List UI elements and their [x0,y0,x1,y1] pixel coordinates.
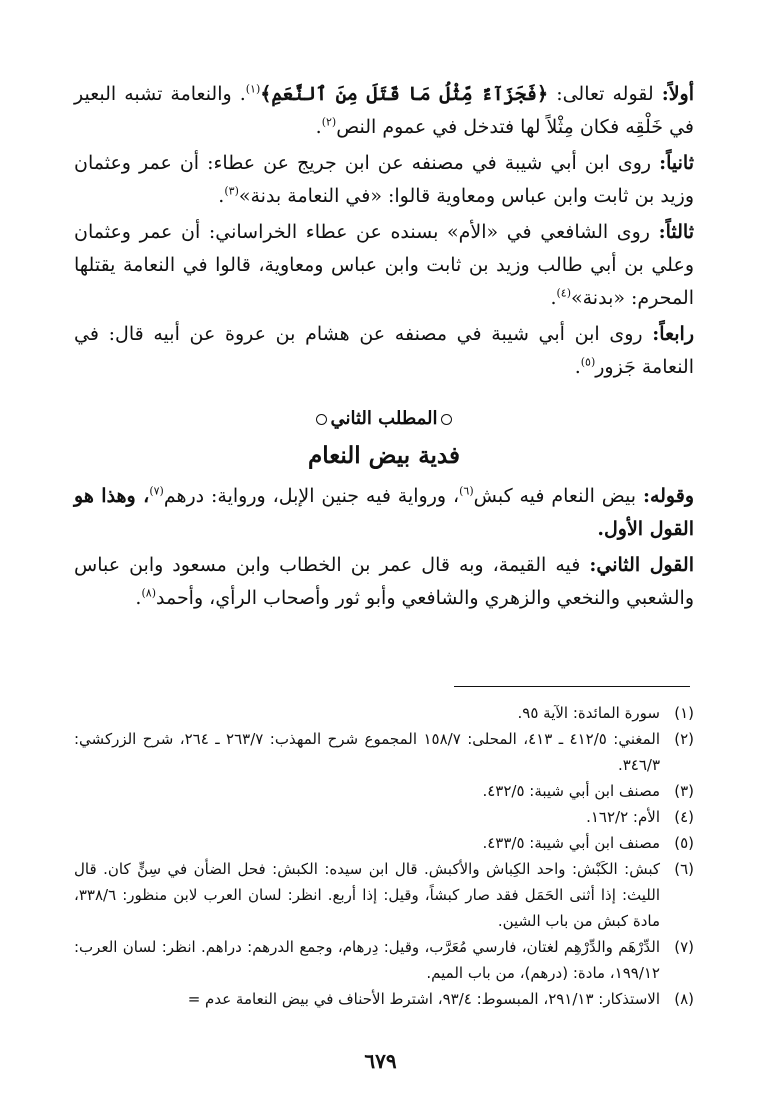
footnote-text: الأم: ١٦٢/٢. [586,808,660,826]
paragraph-text: روى الشافعي في «الأم» بسنده عن عطاء الخراساني: أن عمر وعثمان وعلي بن أبي طالب وزيد بن ثابت وابن عباس ومعاوية، قالوا في النعامة يقتلها المحرم: «بدنة» [74,221,694,309]
paragraph-text: لقوله تعالى: [548,83,662,105]
footnote-divider [454,686,690,687]
footnote-ref: (٦) [459,484,474,498]
paragraph-end: . [574,356,581,378]
main-text [74,78,694,618]
footnote-ref: (١) [245,82,261,96]
paragraph-lead: رابعاً: [652,323,694,345]
paragraph-end: . [550,287,557,309]
paragraph-fourth [74,318,694,384]
section-label [74,402,694,435]
footnote [74,700,694,726]
footnote-text: الدِّرْهَم والدِّرْهِم لغتان، فارسي مُعَرَّب، وقيل: دِرهام، وجمع الدرهم: دراهم. انظر: لسان العرب: ١٩٩/١٢، مادة: (درهم)، من باب الميم. [74,938,660,982]
footnote-number: (٣) [674,782,694,800]
footnote-number: (٢) [674,730,694,748]
paragraph-text: . والنعامة تشبه البعير في خَلْقِه فكان مِثْلاً لها فتدخل في عموم النص [74,83,694,138]
footnote-text: المغني: ٤١٢/٥ ـ ٤١٣، المحلى: ١٥٨/٧ المجموع شرح المهذب: ٢٦٣/٧ ـ ٢٦٤، شرح الزركشي: ٣٤٦/٣. [74,730,660,774]
footnote-number: (٧) [674,938,694,956]
footnotes [74,700,694,1012]
footnote-number: (٦) [674,860,694,878]
section-title: فدية بيض النعام [307,442,460,469]
footnote-ref: (٧) [149,484,164,498]
paragraph-second-opinion [74,549,694,615]
paragraph-text: روى ابن أبي شيبة في مصنفه عن ابن جريج عن عطاء: أن عمر وعثمان وزيد بن ثابت وابن عباس ومعاوية قالوا: «في النعامة بدنة» [74,152,694,207]
paragraph-first [74,78,694,144]
page-number: ٦٧٩ [364,1049,397,1073]
paragraph-end: . [218,185,225,207]
circle-ornament-icon [441,414,452,425]
paragraph-lead: وقوله: [642,485,694,507]
footnote-text: سورة المائدة: الآية ٩٥. [517,704,660,722]
footnote-text: مصنف ابن أبي شيبة: ٤٣٣/٥. [482,834,660,852]
paragraph-text: فيه القيمة، وبه قال عمر بن الخطاب وابن مسعود وابن عباس والشعبي والنخعي والزهري والشافعي وأبو ثور وأصحاب الرأي، وأحمد [74,554,694,609]
paragraph-text: روى ابن أبي شيبة في مصنفه عن هشام بن عروة عن أبيه قال: في النعامة جَزور [74,323,694,378]
paragraph-lead: أولاً: [661,83,695,105]
footnote [74,830,694,856]
footnote [74,726,694,778]
paragraph-first-opinion [74,480,694,546]
footnote [74,856,694,934]
footnote [74,934,694,986]
paragraph-lead: ثانياً: [659,152,694,174]
footnote-ref: (٣) [224,184,239,198]
circle-ornament-icon [316,414,327,425]
footnote-text: مصنف ابن أبي شيبة: ٤٣٢/٥. [482,782,660,800]
footnote-number: (٨) [674,990,694,1008]
footnote-ref: (٥) [580,355,596,369]
footnote-text: كبش: الكَبْش: واحد الكِباش والأكبش. قال ابن سيده: الكبش: فحل الضأن في سِنٍّ كان. قال الليث: إذا أثنى الحَمَل فقد صار كبشاً، وقيل: إذا أربع. انظر: لسان العرب لابن منظور: ٣٣٨/٦، مادة كبش من باب الشين. [74,860,660,930]
footnote-number: (٥) [674,834,694,852]
footnote-number: (٤) [674,808,694,826]
paragraph-text: ، ورواية فيه جنين الإبل، ورواية: درهم [163,485,460,507]
paragraph-end: . [135,587,142,609]
paragraph-lead: ثالثاً: [658,221,694,243]
paragraph-third [74,216,694,315]
paragraph-end: . [315,116,322,138]
footnote [74,778,694,804]
footnote-ref: (٨) [141,586,156,600]
paragraph-bold-end: ، وهذا هو القول الأول. [74,485,694,540]
footnote-number: (١) [674,704,694,722]
footnote [74,986,694,1012]
paragraph-lead: القول الثاني: [589,554,694,576]
quran-verse: ﴿فَجَزَآءٌ مِّثْلُ مَا قَتَلَ مِنَ ٱلنَّعَمِ﴾ [260,83,549,105]
section-label-text: المطلب الثاني [330,408,438,429]
paragraph-second [74,147,694,213]
footnote-ref: (٤) [556,286,571,300]
paragraph-text: بيض النعام فيه كبش [473,485,643,507]
footnote-text: الاستذكار: ٢٩١/١٣، المبسوط: ٩٣/٤، اشترط الأحناف في بيض النعامة عدم = [187,990,660,1008]
footnote-ref: (٢) [321,115,337,129]
footnote [74,804,694,830]
